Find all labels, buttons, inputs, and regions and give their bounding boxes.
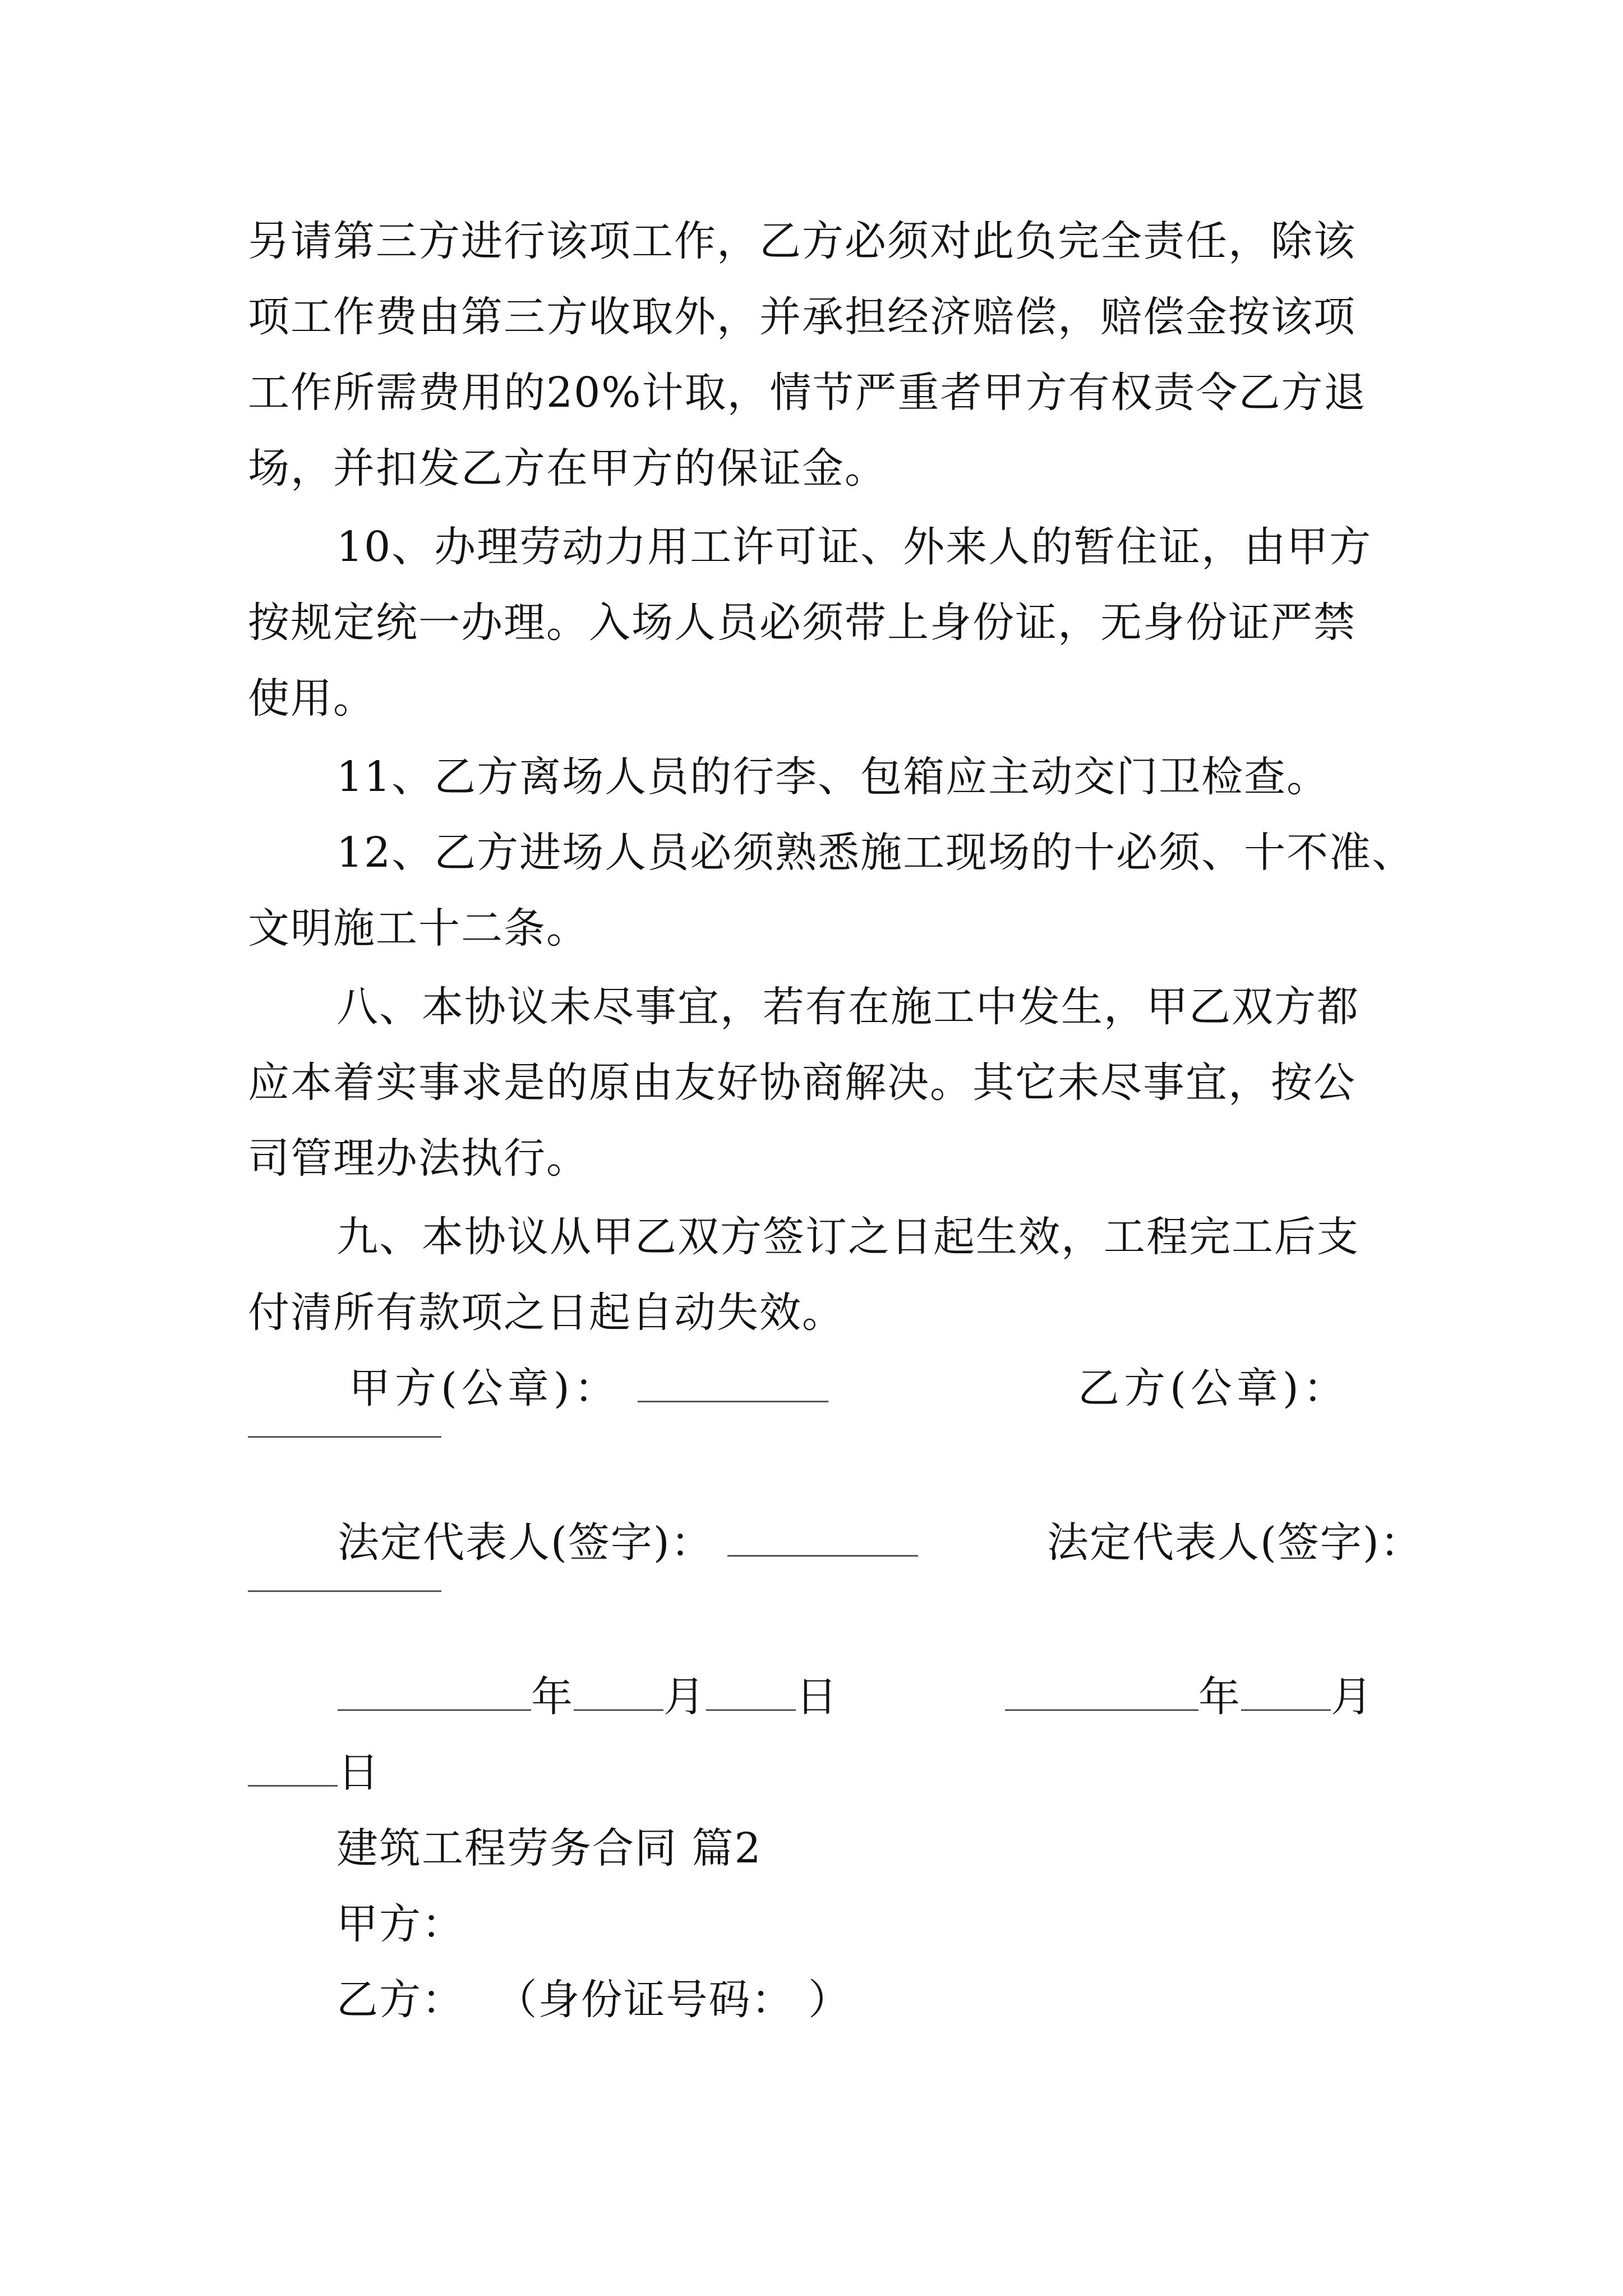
section-title: 建筑工程劳务合同 篇2 (336, 1824, 762, 1872)
clause-8-line: 八、本协议未尽事宜，若有在施工中发生，甲乙双方都 (336, 983, 1359, 1031)
date-b-day-blank[interactable] (248, 1754, 338, 1787)
year-label: 年 (531, 1673, 574, 1721)
date-b-year-blank[interactable] (1005, 1678, 1198, 1711)
day-label: 日 (338, 1749, 380, 1797)
month-label: 月 (1331, 1673, 1373, 1721)
party-b-row (336, 1966, 851, 2033)
party-a-seal-label: 甲方(公章)： (349, 1364, 620, 1412)
party-a-seal-blank[interactable] (638, 1369, 828, 1402)
item-12-line: 文明施工十二条。 (248, 904, 589, 953)
party-a-label: 甲方： (336, 1900, 464, 1948)
month-label: 月 (663, 1673, 706, 1721)
party-b-label: 乙方： (336, 1976, 464, 2024)
party-b-seal-blank[interactable] (248, 1436, 441, 1438)
clause-8-line: 司管理办法执行。 (248, 1134, 589, 1182)
paragraph-line: 场，并扣发乙方在甲方的保证金。 (248, 444, 887, 493)
item-10-line: 使用。 (248, 674, 376, 723)
legal-rep-b-label: 法定代表人(签字)： (1047, 1519, 1423, 1567)
paragraph-line: 项工作费由第三方收取外，并承担经济赔偿，赔偿金按该项 (248, 293, 1356, 341)
item-10-line: 10、办理劳动力用工许可证、外来人的暂住证，由甲方 (336, 523, 1372, 571)
date-a-month-blank[interactable] (574, 1678, 663, 1711)
legal-rep-a-blank[interactable] (727, 1524, 918, 1557)
date-b-month-blank[interactable] (1241, 1678, 1331, 1711)
party-a-seal-row (349, 1355, 828, 1422)
date-b-row (1005, 1663, 1373, 1731)
clause-9-line: 九、本协议从甲乙双方签订之日起生效，工程完工后支 (336, 1213, 1359, 1261)
party-b-seal-label: 乙方(公章)： (1078, 1364, 1349, 1412)
date-a-day-blank[interactable] (706, 1678, 796, 1711)
date-a-row (338, 1663, 838, 1731)
clause-8-line: 应本着实事求是的原由友好协商解决。其它未尽事宜，按公 (248, 1059, 1356, 1107)
legal-rep-a-label: 法定代表人(签字)： (338, 1519, 713, 1567)
item-12-line: 12、乙方进场人员必须熟悉施工现场的十必须、十不准、 (336, 829, 1415, 877)
id-number-label: （身份证号码： ） (495, 1976, 851, 2024)
paragraph-line: 另请第三方进行该项工作，乙方必须对此负完全责任，除该 (248, 217, 1356, 265)
legal-rep-b-blank[interactable] (248, 1590, 441, 1592)
legal-rep-a-row (338, 1509, 918, 1576)
item-10-line: 按规定统一办理。入场人员必须带上身份证，无身份证严禁 (248, 599, 1356, 647)
day-label: 日 (796, 1673, 838, 1721)
date-a-year-blank[interactable] (338, 1678, 531, 1711)
date-b-day-row (248, 1739, 380, 1806)
item-11-line: 11、乙方离场人员的行李、包箱应主动交门卫检查。 (336, 753, 1330, 801)
year-label: 年 (1198, 1673, 1241, 1721)
paragraph-line: 工作所需费用的20%计取，情节严重者甲方有权责令乙方退 (248, 369, 1367, 417)
clause-9-line: 付清所有款项之日起自动失效。 (248, 1289, 845, 1337)
